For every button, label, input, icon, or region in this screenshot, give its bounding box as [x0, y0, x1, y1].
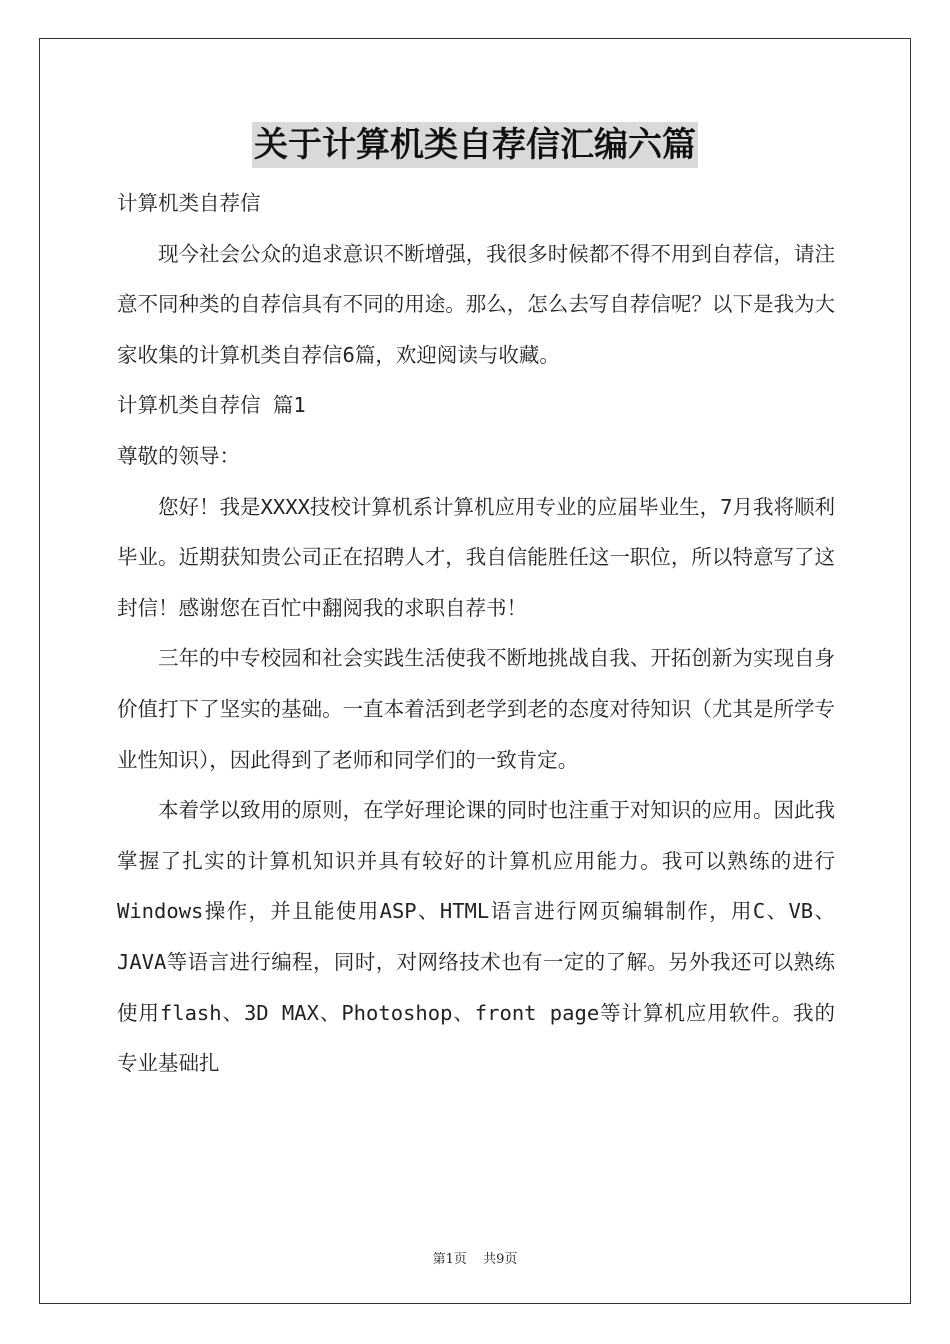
body-paragraph: 本着学以致用的原则，在学好理论课的同时也注重于对知识的应用。因此我掌握了扎实的计算机知识并具有较好的计算机应用能力。我可以熟练的进行Windows操作，并且能使用ASP、HTML语言进行网页编辑制作，用C、VB、JAVA等语言进行编程，同时，对网络技术也有一定的了解。另外我还可以熟练使用flash、3D MAX、Photoshop、front page等计算机应用软件。我的专业基础扎	[117, 798, 835, 1076]
section-heading: 计算机类自荐信	[117, 191, 261, 215]
body-paragraph: 三年的中专校园和社会实践生活使我不断地挑战自我、开拓创新为实现自身价值打下了坚实的基础。一直本着活到老学到老的态度对待知识（尤其是所学专业性知识），因此得到了老师和同学们的一致肯定。	[117, 646, 835, 772]
page-total: 共9页	[483, 1252, 518, 1267]
body-paragraph: 您好！我是XXXX技校计算机系计算机应用专业的应届毕业生，7月我将顺利毕业。近期获知贵公司正在招聘人才，我自信能胜任这一职位，所以特意写了这封信！感谢您在百忙中翻阅我的求职自荐书！	[117, 494, 835, 620]
document-body	[117, 178, 835, 1089]
salutation: 尊敬的领导：	[117, 443, 240, 468]
intro-paragraph: 现今社会公众的追求意识不断增强，我很多时候都不得不用到自荐信，请注意不同种类的自荐信具有不同的用途。那么，怎么去写自荐信呢？以下是我为大家收集的计算机类自荐信6篇，欢迎阅读与收藏。	[117, 241, 835, 367]
page-number: 第1页	[432, 1252, 467, 1267]
page-footer	[0, 1248, 950, 1267]
document-title: 关于计算机类自荐信汇编六篇	[252, 122, 698, 168]
letter-heading: 计算机类自荐信 篇1	[117, 393, 306, 418]
title-container	[0, 122, 950, 168]
